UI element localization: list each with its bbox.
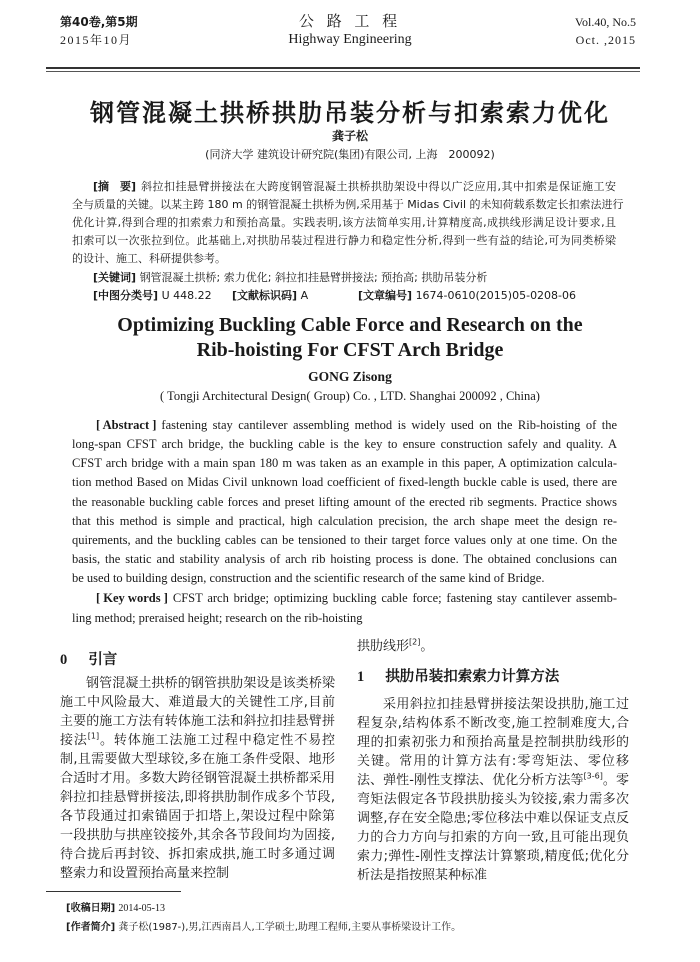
abstract-en-label: [ Abstract ]: [96, 418, 157, 432]
issue-date: 2015年10月: [60, 33, 133, 47]
body-text: 工中风险最大、难道最大的关键性工序,目前主要的: [60, 695, 335, 729]
section-0-paragraph: [60, 674, 335, 883]
affiliation-cn: (同济大学 建筑设计研究院(集团)有限公司, 上海 200092): [205, 148, 495, 161]
body-text: 法计算繁琐,精度低;优化分析法是指按照某种标准: [357, 849, 629, 883]
volume-issue-en: Vol.40, No.5: [574, 15, 636, 29]
body-text: 扣索初张力和预抬高量是控制拱肋线形的关键。常: [357, 735, 629, 769]
doc-label: [文献标识码]: [232, 289, 298, 302]
affiliation-en: ( Tongji Architectural Design( Group) Co. , LTD. Shanghai 200092 , China): [160, 389, 540, 403]
body-text: 用的计算方法有:零弯矩法、零位移法、弹性-刚性: [357, 754, 629, 788]
doc-value: A: [300, 289, 309, 302]
body-line: [357, 637, 433, 656]
abstract-en-line: the reasonable buckling cable forces and preset lifting amount of the erected rib segments. Practice shows: [72, 495, 617, 509]
body-text: 拱肋线形: [357, 639, 410, 654]
body-text: 患;零位移法中难以保证支点反力的合力方向与扣: [357, 811, 629, 845]
journal-name-cn: 公 路 工 程: [298, 12, 402, 30]
body-text: 。: [99, 733, 114, 748]
section-1-heading: [357, 665, 559, 686]
body-text: 。零弯矩法假定各节: [357, 773, 629, 807]
paper-title-en-line1: Optimizing Buckling Cable Force and Research on the: [117, 314, 583, 336]
body-text: 段拱肋接头为铰接,索力需多次调整,存在安全隐: [357, 792, 629, 826]
keywords-en-label: [ Key words ]: [96, 591, 168, 605]
body-text: 转体施工法施工过程中稳定性不易控制,且需要做: [60, 733, 335, 767]
citation[interactable]: [2]: [409, 637, 421, 647]
keywords-en-first-row: [96, 590, 617, 606]
keywords-en-line: CFST arch bridge; optimizing buckling cable force; fastening stay cantilever assemb-: [172, 591, 617, 605]
abstract-en-line: that this method is simple and practical, high calculation precision, the arch shape meet the design re-: [72, 514, 617, 528]
article-number: [358, 289, 576, 303]
abstract-en-line: quirements, and the buckling cables can be tensioned to their target force values only at one time. On the: [72, 533, 617, 547]
section-title: 拱肋吊装扣索索力计算方法: [385, 669, 560, 685]
keywords-cn-text: 钢管混凝土拱桥; 索力优化; 斜拉扣挂悬臂拼接法; 预抬高; 拱肋吊装分析: [139, 271, 488, 284]
section-0-heading: [60, 648, 117, 669]
abstract-en-line: CFST arch bridge with a main span 180 m was taken as an example in this paper, A optimization calcula-: [72, 456, 617, 470]
abstract-en-line: fastening stay cantilever assembling method is widely used on the Rib-hoisting of the: [161, 418, 617, 432]
body-text: 数大跨径钢管混凝土拱桥都采用斜拉扣挂悬臂拼接: [60, 771, 335, 805]
clc-label: [中图分类号]: [93, 289, 159, 302]
abstract-cn-line: 全与质量的关键。以某主跨 180 m 的钢管混凝土拱桥为例,采用基于 Midas Civil 的未知荷载系数定长扣索法进行: [72, 198, 624, 211]
section-number: 1: [357, 669, 365, 685]
body-text: 于扣塔上,架设过程中除第一段拱肋与拱座铰接外,: [60, 809, 335, 843]
body-text: 施工方法有转体施工法和斜拉扣挂悬臂拼接法: [60, 714, 335, 748]
citation[interactable]: [1]: [87, 731, 100, 741]
article-value: 1674-0610(2015)05-0208-06: [415, 289, 577, 302]
section-title: 引言: [88, 652, 118, 668]
abstract-en-line: be used to building design, construction and the scientific research of the same kind of Bridge.: [72, 571, 545, 585]
paper-title-cn: 钢管混凝土拱桥拱肋吊装分析与扣索索力优化: [90, 99, 610, 127]
author-cn: 龚子松: [331, 129, 368, 143]
keywords-cn: [93, 271, 487, 285]
journal-name-en: Highway Engineering: [288, 32, 412, 47]
clc-number: [93, 289, 212, 303]
body-text: 索的方向一致,且可能出现负索力;弹性-刚性支撑: [357, 830, 629, 864]
body-text: 钢管混凝土拱桥的钢管拱肋架设是该类桥梁施: [60, 676, 335, 710]
body-text: 其余各节段间均为固接,待合拢后再封铰、拆扣索成: [60, 828, 335, 862]
body-text: 拱,施工时多通过调整索力和设置预抬高量来控制: [60, 847, 335, 881]
footnote-rule: [46, 891, 181, 892]
body-text: 采用斜拉扣挂悬臂拼接法架设拱肋,施工过程: [357, 697, 629, 731]
header-rule: [46, 67, 640, 69]
abstract-en-line: tion method Based on Midas Civil unknown load coefficient of fixed-length buckle cable is used, there are: [72, 475, 617, 489]
bio-label: [作者简介]: [66, 922, 116, 933]
abstract-cn-line: 的设计、施工、科研提供参考。: [72, 252, 226, 265]
clc-value: U 448.22: [161, 289, 212, 302]
body-text: 支撑法、优化分析方法等: [440, 773, 584, 788]
received-date: [66, 902, 165, 915]
body-text: 复杂,结构体系不断改变,施工控制难度大,合理的: [357, 716, 629, 750]
issue-date-en: Oct. ,2015: [575, 33, 636, 47]
body-text: 大型球铰,多在施工条件受限、地形合适时才用。多: [60, 752, 335, 786]
abstract-cn-line: 优化计算,得到合理的扣索索力和预抬高量。实践表明,该方法简单实用,计算精度高,成拱线形满足设计要求,且: [72, 216, 616, 229]
section-number: 0: [60, 652, 68, 668]
abstract-cn-line: 斜拉扣挂悬臂拼接法在大跨度钢管混凝土拱桥拱肋架设中得以广泛应用,其中扣索是保证施工安: [141, 180, 616, 193]
author-bio: [66, 921, 461, 934]
body-text: 。: [420, 639, 434, 654]
doc-code: [232, 289, 308, 303]
keywords-cn-label: [关键词]: [93, 271, 137, 284]
abstract-en-line: long-span CFST arch bridge, the buckling cable is the key to ensure construction safely and quality. A: [72, 437, 617, 451]
article-label: [文章编号]: [358, 289, 413, 302]
received-value: 2014-05-13: [118, 903, 165, 914]
abstract-en-line: basis, the static and stability analysis of arch rib hoisting process is done. The obtained conclusions can: [72, 552, 617, 566]
author-en: GONG Zisong: [308, 369, 392, 384]
citation[interactable]: [3-6]: [583, 771, 603, 781]
bio-text: 龚子松(1987-),男,江西南昌人,工学硕士,助理工程师,主要从事桥梁设计工作。: [118, 922, 462, 933]
header-rule-thin: [46, 71, 640, 72]
abstract-cn-first-row: [93, 180, 616, 194]
body-text: 法,即将拱肋制作成多个节段,各节段通过扣索锚固: [60, 790, 335, 824]
abstract-cn-line: 扣索可以一次张拉到位。此基础上,对拱肋吊装过程进行静力和稳定性分析,得到一些有益的结论,可为同类桥梁: [72, 234, 616, 247]
abstract-en-first-row: [96, 417, 617, 433]
abstract-cn-label: [摘 要]: [93, 180, 137, 193]
keywords-en-line: ling method; preraised height; research on the rib-hoisting: [72, 611, 363, 625]
volume-issue: 第40卷,第5期: [60, 15, 138, 29]
paper-title-en-line2: Rib-hoisting For CFST Arch Bridge: [196, 339, 504, 361]
received-label: [收稿日期]: [66, 903, 116, 914]
section-1-paragraph: [357, 695, 629, 885]
